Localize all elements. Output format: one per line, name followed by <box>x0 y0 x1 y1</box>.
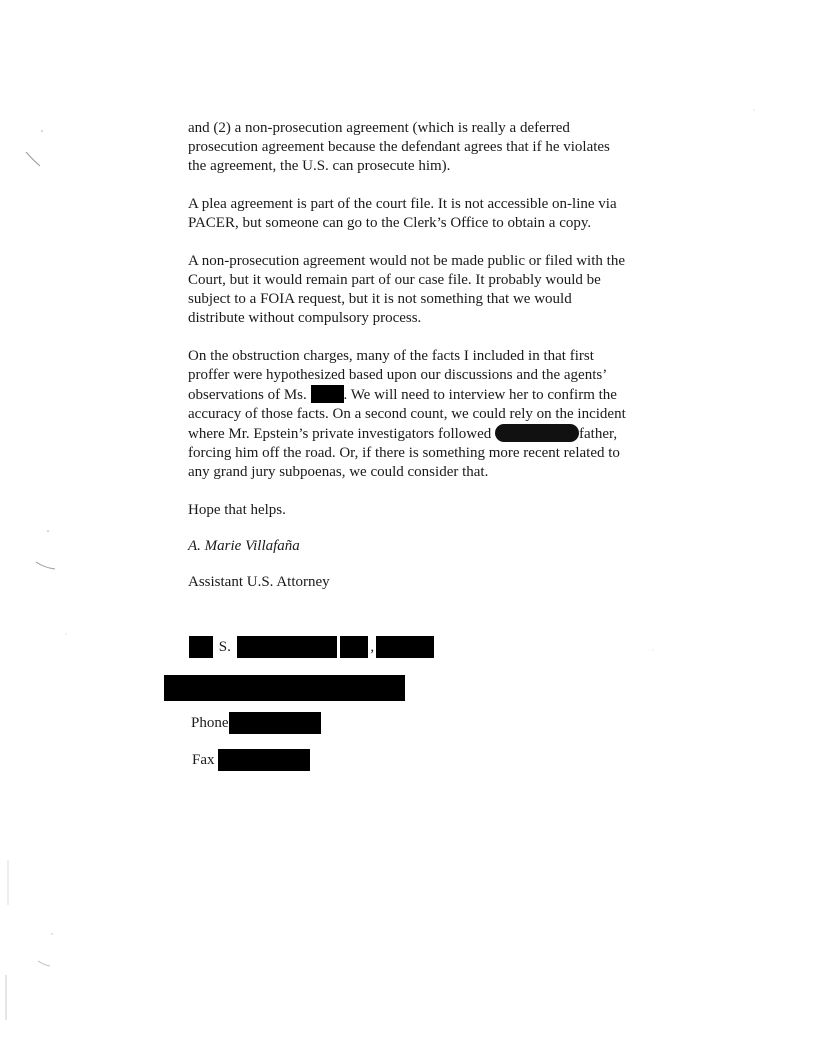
paragraph-4 <box>188 347 628 482</box>
redaction-address-city <box>164 675 405 701</box>
address-line <box>189 636 434 658</box>
signature-title: Assistant U.S. Attorney <box>188 574 330 590</box>
paragraph-1: and (2) a non-prosecution agreement (which is really a deferred prosecution agreement because the defendant agrees that if he violates the agreement, the U.S. can prosecute him). <box>188 120 610 174</box>
paragraph-5: Hope that helps. <box>188 502 286 518</box>
paragraph-4-part-b: . We will need to interview her to confirm the accuracy of those facts. On a second count, we could rely on the incident where Mr. Epstein’s private investigators followed <box>188 387 626 442</box>
paragraph-4-part-a: On the obstruction charges, many of the facts I included in that first proffer were hypothesized based upon our discussions and the agents’ observations of Ms. <box>188 348 607 403</box>
phone-line <box>191 712 321 734</box>
redaction-name <box>311 385 344 403</box>
fax-label: Fax <box>192 752 215 768</box>
redaction-address-suffix <box>340 636 368 658</box>
redaction-address-number <box>189 636 213 658</box>
redaction-address-street <box>237 636 337 658</box>
redaction-blob <box>495 424 579 442</box>
phone-label: Phone <box>191 715 229 731</box>
address-street-prefix: S. <box>218 638 231 655</box>
signature-name: A. Marie Villafaña <box>188 538 300 554</box>
redaction-address-suite <box>376 636 434 658</box>
fax-line <box>192 749 310 771</box>
redaction-fax <box>218 749 310 771</box>
letter-body <box>188 119 628 611</box>
paragraph-2: A plea agreement is part of the court file. It is not accessible on-line via PACER, but someone can go to the Clerk’s Office to obtain a copy. <box>188 196 617 231</box>
paragraph-3: A non-prosecution agreement would not be made public or filed with the Court, but it would remain part of our case file. It probably would be subject to a FOIA request, but it is not something that we would distribute without compulsory process. <box>188 253 625 326</box>
address-comma: , <box>370 638 375 655</box>
redaction-phone <box>229 712 321 734</box>
paragraph-4-part-c: father, forcing him off the road. Or, if there is something more recent related to any grand jury subpoenas, we could consider that. <box>188 426 620 480</box>
